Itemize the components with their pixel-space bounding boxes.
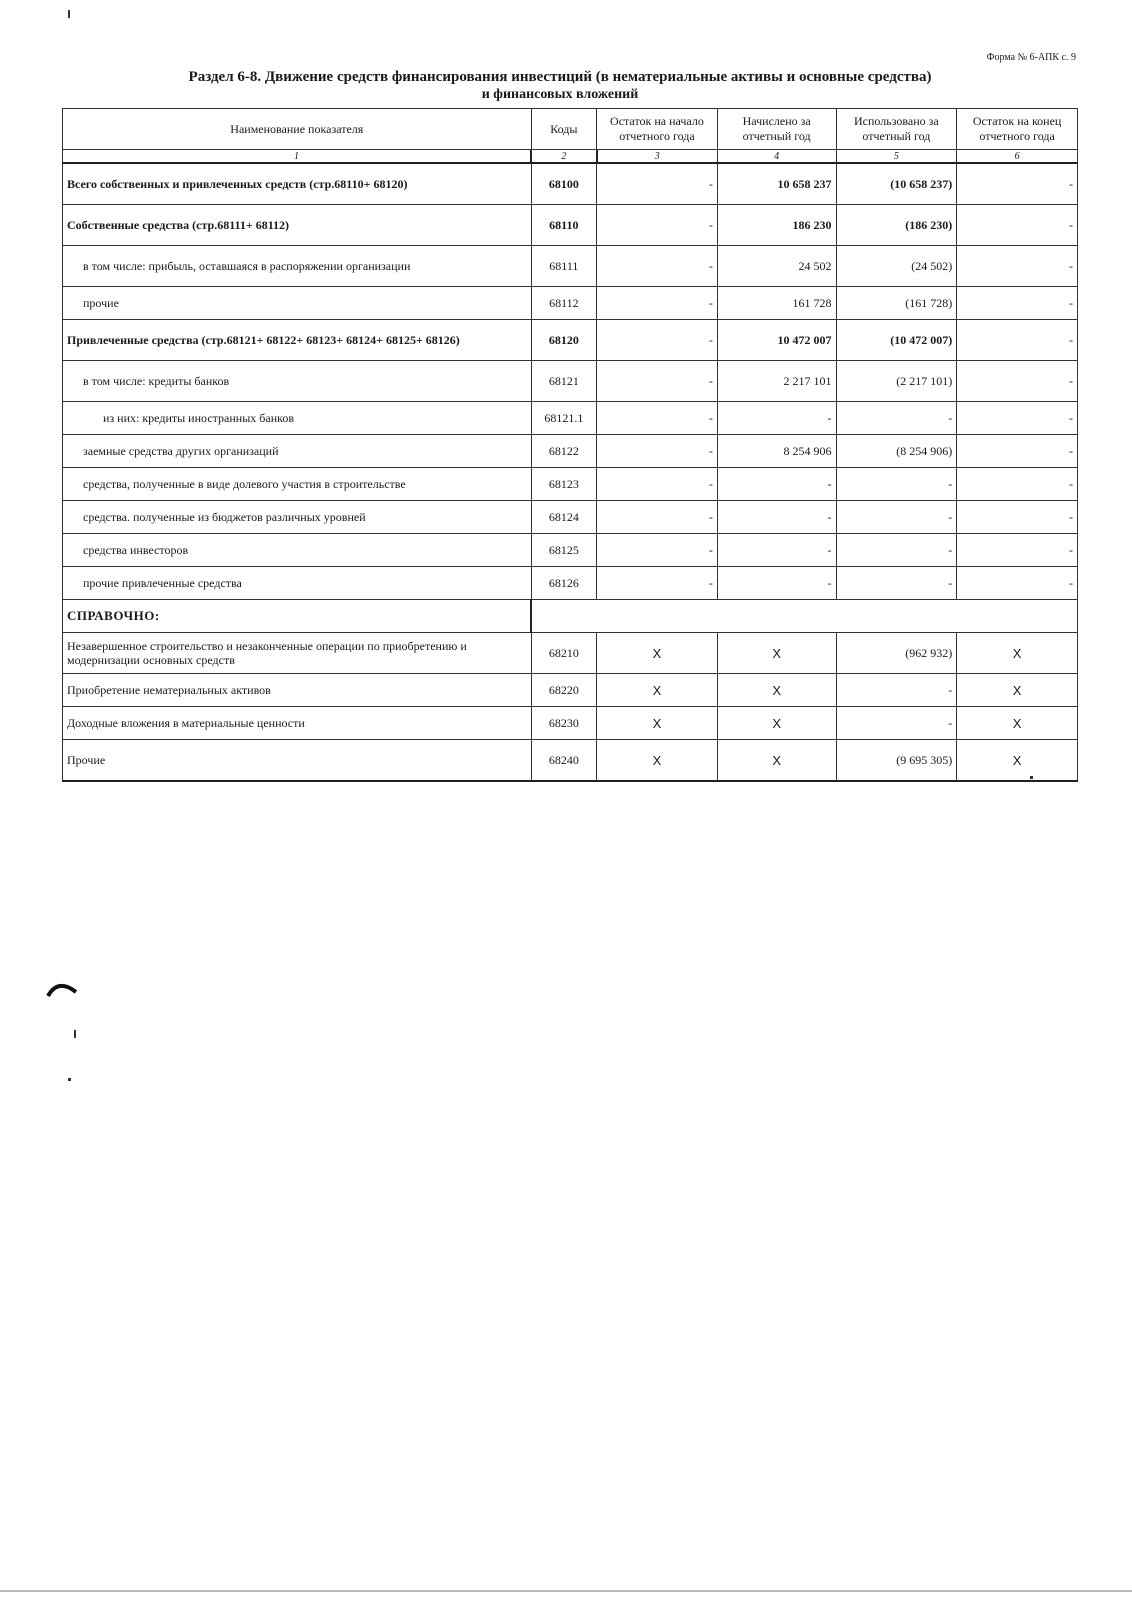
table-row xyxy=(63,246,1078,287)
row-start: - xyxy=(597,205,718,246)
table-row xyxy=(63,435,1078,468)
row-accrued: - xyxy=(717,468,836,501)
row-start: - xyxy=(597,534,718,567)
row-start: - xyxy=(597,567,718,600)
row-start: - xyxy=(597,163,718,205)
row-code: 68121.1 xyxy=(531,402,596,435)
row-name: Незавершенное строительство и незаконченные операции по приобретению и модернизации основных средств xyxy=(63,633,532,674)
row-code: 68220 xyxy=(531,674,596,707)
row-start: X xyxy=(597,674,718,707)
header-code: Коды xyxy=(531,109,596,150)
row-accrued: - xyxy=(717,402,836,435)
row-used: - xyxy=(836,402,957,435)
row-end: - xyxy=(957,361,1078,402)
row-end: - xyxy=(957,402,1078,435)
row-used: (24 502) xyxy=(836,246,957,287)
row-accrued: X xyxy=(717,674,836,707)
row-accrued: X xyxy=(717,633,836,674)
table-row xyxy=(63,633,1078,674)
table-row xyxy=(63,468,1078,501)
row-code: 68110 xyxy=(531,205,596,246)
scan-mark xyxy=(1030,776,1033,779)
table-row xyxy=(63,567,1078,600)
table-row xyxy=(63,707,1078,740)
row-accrued: X xyxy=(717,740,836,782)
table-row xyxy=(63,674,1078,707)
row-accrued: 10 472 007 xyxy=(717,320,836,361)
row-start: - xyxy=(597,320,718,361)
row-code: 68230 xyxy=(531,707,596,740)
section-title-sub: и финансовых вложений xyxy=(481,87,639,102)
row-name: из них: кредиты иностранных банков xyxy=(63,402,532,435)
table-row xyxy=(63,740,1078,782)
row-start: - xyxy=(597,402,718,435)
header-used: Использовано за отчетный год xyxy=(836,109,957,150)
header-accrued: Начислено за отчетный год xyxy=(717,109,836,150)
row-used: (161 728) xyxy=(836,287,957,320)
row-start: - xyxy=(597,246,718,287)
row-name: прочие привлеченные средства xyxy=(63,567,532,600)
row-used: (10 658 237) xyxy=(836,163,957,205)
row-used: (962 932) xyxy=(836,633,957,674)
column-number: 2 xyxy=(531,150,596,164)
row-end: - xyxy=(957,567,1078,600)
row-end: - xyxy=(957,163,1078,205)
row-end: - xyxy=(957,246,1078,287)
row-accrued: 24 502 xyxy=(717,246,836,287)
row-start: X xyxy=(597,740,718,782)
row-accrued: 2 217 101 xyxy=(717,361,836,402)
row-name: заемные средства других организаций xyxy=(63,435,532,468)
table-row xyxy=(63,402,1078,435)
row-end: - xyxy=(957,287,1078,320)
row-code: 68124 xyxy=(531,501,596,534)
header-row xyxy=(63,109,1078,150)
row-used: - xyxy=(836,707,957,740)
row-end: - xyxy=(957,501,1078,534)
row-code: 68100 xyxy=(531,163,596,205)
column-number: 1 xyxy=(63,150,532,164)
row-used: (10 472 007) xyxy=(836,320,957,361)
row-used: - xyxy=(836,674,957,707)
row-accrued: 161 728 xyxy=(717,287,836,320)
row-end: - xyxy=(957,320,1078,361)
investment-financing-table xyxy=(62,108,1078,782)
header-start: Остаток на начало отчетного года xyxy=(597,109,718,150)
row-name: прочие xyxy=(63,287,532,320)
column-number: 5 xyxy=(836,150,957,164)
section-title-main: Раздел 6-8. Движение средств финансирования инвестиций (в нематериальные активы и основные средства) xyxy=(188,69,932,85)
row-code: 68240 xyxy=(531,740,596,782)
column-number: 3 xyxy=(597,150,718,164)
section-title xyxy=(100,68,1020,104)
row-accrued: 186 230 xyxy=(717,205,836,246)
row-code: 68122 xyxy=(531,435,596,468)
row-used: (9 695 305) xyxy=(836,740,957,782)
row-code: 68210 xyxy=(531,633,596,674)
row-code: 68112 xyxy=(531,287,596,320)
row-code: 68120 xyxy=(531,320,596,361)
table-row xyxy=(63,361,1078,402)
table-row xyxy=(63,501,1078,534)
table-row xyxy=(63,287,1078,320)
scan-mark xyxy=(68,1078,71,1081)
row-code: 68125 xyxy=(531,534,596,567)
row-start: X xyxy=(597,633,718,674)
row-name: Собственные средства (стр.68111+ 68112) xyxy=(63,205,532,246)
row-code: 68111 xyxy=(531,246,596,287)
row-start: - xyxy=(597,501,718,534)
table-row xyxy=(63,205,1078,246)
row-used: - xyxy=(836,534,957,567)
row-start: - xyxy=(597,435,718,468)
row-accrued: X xyxy=(717,707,836,740)
row-name: Прочие xyxy=(63,740,532,782)
row-used: - xyxy=(836,468,957,501)
row-used: (2 217 101) xyxy=(836,361,957,402)
row-start: - xyxy=(597,468,718,501)
row-end: X xyxy=(957,707,1078,740)
table-row xyxy=(63,534,1078,567)
row-accrued: 10 658 237 xyxy=(717,163,836,205)
table-row xyxy=(63,163,1078,205)
row-start: - xyxy=(597,287,718,320)
row-accrued: - xyxy=(717,501,836,534)
row-used: - xyxy=(836,501,957,534)
page-bottom-edge xyxy=(0,1590,1132,1592)
row-name: средства инвесторов xyxy=(63,534,532,567)
row-used: - xyxy=(836,567,957,600)
scan-mark xyxy=(68,10,70,18)
row-code: 68126 xyxy=(531,567,596,600)
row-start: X xyxy=(597,707,718,740)
row-end: - xyxy=(957,534,1078,567)
column-number: 6 xyxy=(957,150,1078,164)
row-used: (8 254 906) xyxy=(836,435,957,468)
row-name: Доходные вложения в материальные ценности xyxy=(63,707,532,740)
scan-mark xyxy=(74,1030,76,1038)
row-end: X xyxy=(957,633,1078,674)
row-end: - xyxy=(957,205,1078,246)
reference-blank xyxy=(531,600,1077,633)
reference-header-row xyxy=(63,600,1078,633)
row-start: - xyxy=(597,361,718,402)
row-end: - xyxy=(957,435,1078,468)
row-name: в том числе: кредиты банков xyxy=(63,361,532,402)
row-accrued: 8 254 906 xyxy=(717,435,836,468)
row-end: X xyxy=(957,740,1078,782)
table-row xyxy=(63,320,1078,361)
row-name: Привлеченные средства (стр.68121+ 68122+ 68123+ 68124+ 68125+ 68126) xyxy=(63,320,532,361)
row-name: Приобретение нематериальных активов xyxy=(63,674,532,707)
reference-label: СПРАВОЧНО: xyxy=(63,600,532,633)
row-name: средства, полученные в виде долевого участия в строительстве xyxy=(63,468,532,501)
column-number-row xyxy=(63,150,1078,164)
row-name: в том числе: прибыль, оставшаяся в распоряжении организации xyxy=(63,246,532,287)
column-number: 4 xyxy=(717,150,836,164)
row-accrued: - xyxy=(717,567,836,600)
row-code: 68123 xyxy=(531,468,596,501)
row-end: X xyxy=(957,674,1078,707)
row-name: Всего собственных и привлеченных средств (стр.68110+ 68120) xyxy=(63,163,532,205)
row-accrued: - xyxy=(717,534,836,567)
row-name: средства. полученные из бюджетов различных уровней xyxy=(63,501,532,534)
row-used: (186 230) xyxy=(836,205,957,246)
header-end: Остаток на конец отчетного года xyxy=(957,109,1078,150)
scan-curve-mark xyxy=(44,976,80,1000)
row-code: 68121 xyxy=(531,361,596,402)
row-end: - xyxy=(957,468,1078,501)
form-reference: Форма № 6-АПК с. 9 xyxy=(986,52,1076,63)
header-name: Наименование показателя xyxy=(63,109,532,150)
